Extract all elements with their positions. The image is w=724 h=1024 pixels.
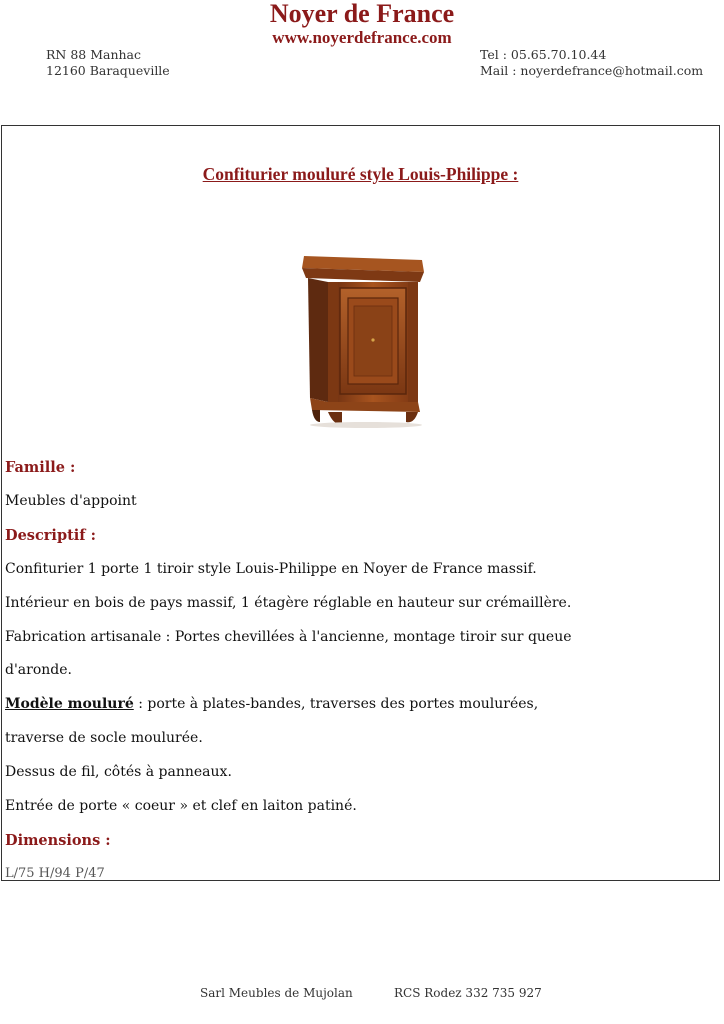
contact-info (480, 47, 703, 79)
company-name: Noyer de France (269, 0, 455, 28)
descriptif-label: Descriptif : (5, 527, 96, 544)
dimensions-value: L/75 H/94 P/47 (5, 866, 105, 881)
modele-line (5, 696, 538, 712)
letterhead (0, 0, 724, 48)
desc-line: d'aronde. (5, 662, 72, 678)
address-line-1: RN 88 Manhac (46, 47, 142, 62)
website-link[interactable]: www.noyerdefrance.com (272, 28, 452, 47)
famille-label: Famille : (5, 459, 76, 476)
footer-company: Sarl Meubles de Mujolan (200, 986, 353, 1000)
desc-line: Dessus de fil, côtés à panneaux. (5, 764, 232, 780)
footer-rcs: RCS Rodez 332 735 927 (394, 986, 542, 1000)
product-sheet (1, 125, 720, 881)
famille-value: Meubles d'appoint (5, 493, 137, 509)
phone-number: Tel : 05.65.70.10.44 (480, 47, 607, 62)
email-address[interactable]: Mail : noyerdefrance@hotmail.com (480, 63, 704, 78)
desc-line: Fabrication artisanale : Portes chevillées à l'ancienne, montage tiroir sur queue (5, 629, 572, 645)
desc-line: Confiturier 1 porte 1 tiroir style Louis-Philippe en Noyer de France massif. (5, 561, 537, 577)
modele-continuation: traverse de socle moulurée. (5, 730, 203, 746)
desc-line: Entrée de porte « coeur » et clef en laiton patiné. (5, 798, 357, 814)
product-photo (298, 252, 428, 430)
product-title: Confiturier mouluré style Louis-Philippe : (202, 164, 519, 184)
desc-line: Intérieur en bois de pays massif, 1 étagère réglable en hauteur sur crémaillère. (5, 595, 572, 611)
address-line-2: 12160 Baraqueville (46, 63, 170, 78)
postal-address (46, 47, 170, 79)
dimensions-label: Dimensions : (5, 832, 111, 849)
modele-label: Modèle mouluré (5, 696, 134, 712)
modele-text: : porte à plates-bandes, traverses des portes moulurées, (133, 696, 539, 712)
